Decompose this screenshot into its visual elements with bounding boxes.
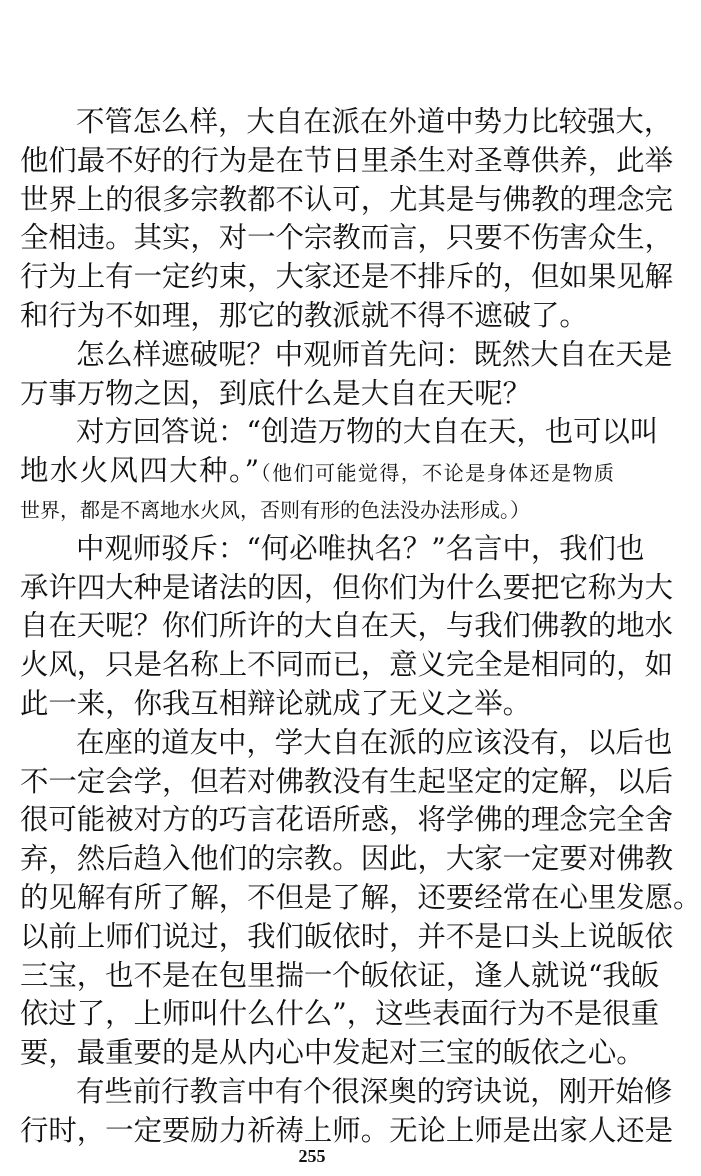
page-number: 255 — [298, 1146, 326, 1166]
text-line: 弃，然后趋入他们的宗教。因此，大家一定要对佛教 — [20, 842, 673, 876]
text-line: 在座的道友中，学大自在派的应该没有，以后也 — [76, 725, 673, 759]
text-line: 火风，只是名称上不同而已，意义完全是相同的，如 — [20, 648, 673, 682]
text-line: 行为上有一定约束，大家还是不排斥的，但如果见解 — [20, 260, 673, 294]
text-line: 万事万物之因，到底什么是大自在天呢？ — [20, 376, 532, 410]
annotation-note: 世界，都是不离地水火风，否则有形的色法没办法形成。） — [20, 497, 530, 522]
text-line: 世界上的很多宗教都不认可，尤其是与佛教的理念完 — [20, 182, 673, 216]
text-line: 中观师驳斥：“何必唯执名？”名言中，我们也 — [76, 531, 645, 565]
text-line: 他们最不好的行为是在节日里杀生对圣尊供养，此举 — [20, 143, 673, 177]
text-line: 承许四大种是诸法的因，但你们为什么要把它称为大 — [20, 570, 673, 604]
text-line: 以前上师们说过，我们皈依时，并不是口头上说皈依 — [20, 919, 673, 953]
text-line: 全相违。其实，对一个宗教而言，只要不伤害众生， — [20, 221, 673, 255]
text-line-with-note — [20, 452, 614, 491]
text-line: 要，最重要的是从内心中发起对三宝的皈依之心。 — [20, 1036, 645, 1070]
text-line: 对方回答说：“创造万物的大自在天，也可以叫 — [76, 415, 659, 449]
text-line: 不一定会学，但若对佛教没有生起坚定的定解，以后 — [20, 764, 673, 798]
annotation-note: （他们可能觉得，不论是身体还是物质 — [259, 461, 614, 486]
text-segment: 地水火风四大种。” — [20, 454, 260, 488]
text-line: 三宝，也不是在包里揣一个皈依证，逢人就说“我皈 — [20, 958, 660, 992]
text-line: 自在天呢？你们所许的大自在天，与我们佛教的地水 — [20, 609, 673, 643]
document-body — [20, 103, 701, 1151]
text-line: 依过了，上师叫什么什么”，这些表面行为不是很重 — [20, 997, 660, 1031]
text-line: 和行为不如理，那它的教派就不得不遮破了。 — [20, 298, 588, 332]
text-line: 此一来，你我互相辩论就成了无义之举。 — [20, 686, 532, 720]
text-line: 怎么样遮破呢？中观师首先问：既然大自在天是 — [76, 337, 673, 371]
text-line: 的见解有所了解，不但是了解，还要经常在心里发愿。 — [20, 880, 701, 914]
text-line: 有些前行教言中有个很深奥的窍诀说，刚开始修 — [76, 1074, 673, 1108]
text-line: 不管怎么样，大自在派在外道中势力比较强大， — [76, 105, 673, 138]
text-line: 行时，一定要励力祈祷上师。无论上师是出家人还是 — [20, 1113, 673, 1147]
text-line: 很可能被对方的巧言花语所惑，将学佛的理念完全舍 — [20, 803, 673, 837]
